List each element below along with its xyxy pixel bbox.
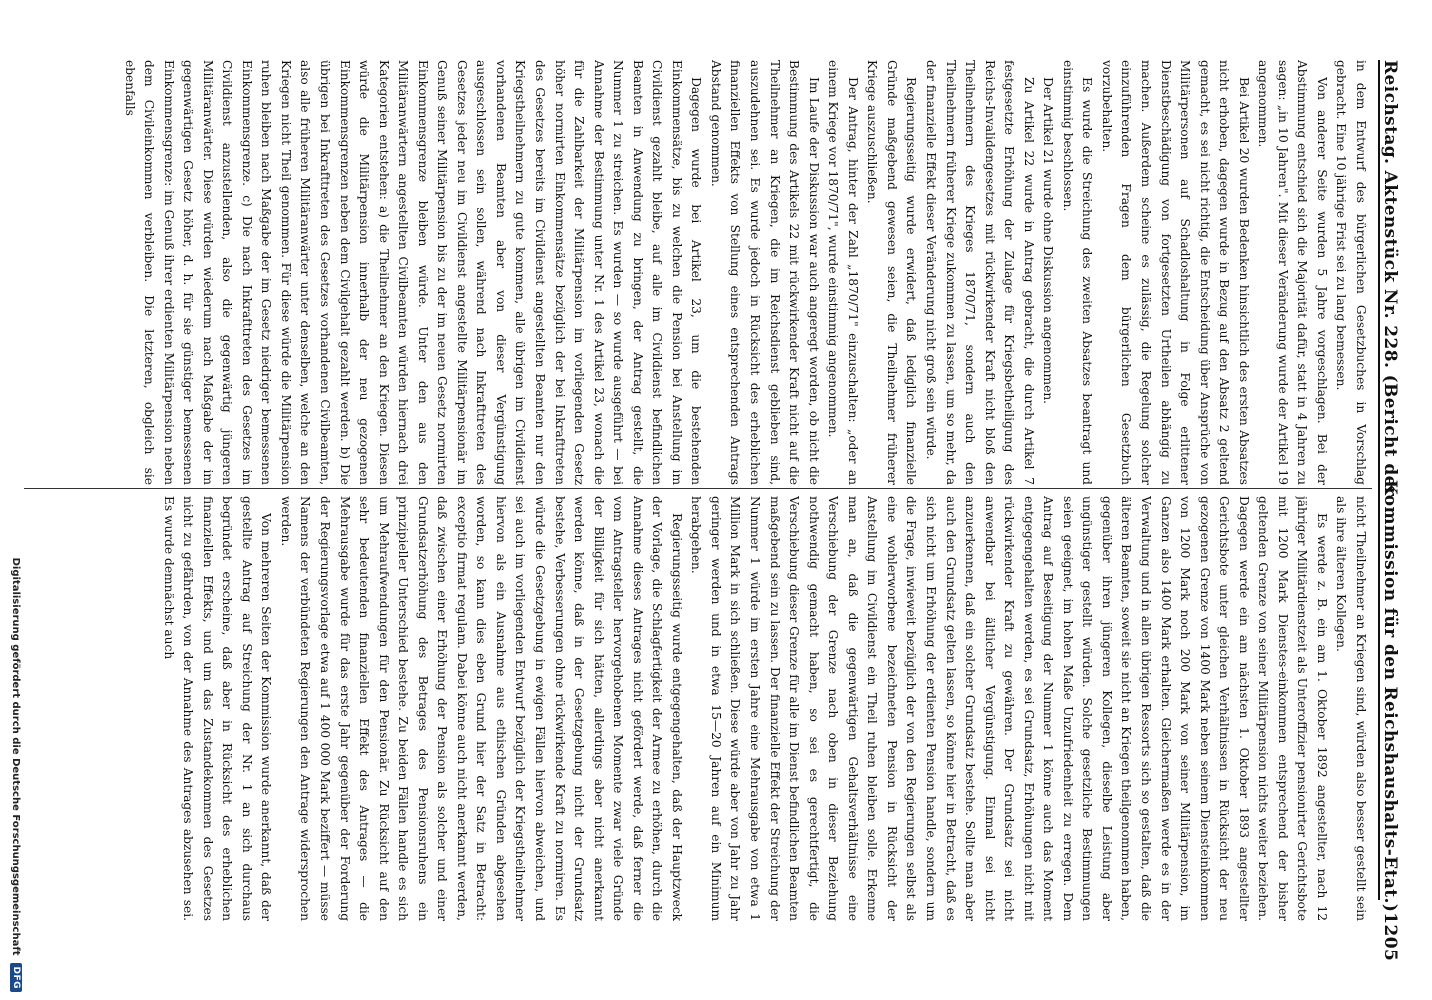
dfg-logo: DFG [10,963,22,992]
paragraph: Von anderer Seite wurden 5 Jahre vorgeschlagen. Bei der Abstimmung entschied sich die Majorität dafür, statt in 4 Jahren zu sagen: „in 10 Jahren". Mit dieser Veränderung wurde der Artikel 19 angenommen. [1256,60,1329,485]
digitization-note: Digitalisierung gefördert durch die Deutsche Forschungsgemeinschaft [10,557,22,956]
page-header [1378,60,1406,962]
paragraph: Regierungsseitig wurde entgegengehalten, daß der Hauptzweck der Vorlage, die Schlagfertigkeit der Armee zu erhöhen, durch die Annahme dieses Antrages nicht gefördert werde, daß ferner die vom Antragsteller hervorgehobenen Momente zwar viele Gründe der Billigkeit für sich hätten, allerdings aber nicht anerkannt werden könne, daß in der Gesetzgebung nicht der Grundsatz bestehe, Verbesserungen ohne rückwirkende Kraft zu normiren. Es würde die Gesetzgebung in ewigen Fällen hiervon abweichen, und sei auch im vorliegenden Entwurf bezüglich der Kriegstheilnehmer hiervon als ein Ausnahme aus ethischen Gründen abgesehen worden, so kann dies eben Grund hier der Satz in Betracht: exceptio firmat regulam. Dabei könne auch nicht anerkannt werden, daß zwischen einer Erhöhung der Pension als solcher und einer Grundsatzerhöhung des Betrages des Pensionsruhens ein prinzipieller Unterschied bestehe. Zu beiden Fällen handle es sich um Mehraufwendungen für den Pensionär. Zu Rücksicht auf den sehr bedeutenden finanziellen Effekt des Antrages — die Mehrausgabe wurde für das erste Jahr gegenüber der Forderung der Regierungsvorlage etwa auf 1 400 000 Mark beziffert — müsse Namens der verbündeten Regierungen den Antrage widersprochen werden. [278,496,684,921]
paragraph: Regierungsseitig wurde erwidert, daß lediglich finanzielle Gründe maßgebend gewesen seien, die Theilnehmer früherer Kriege auszuschließen. [865,60,919,485]
digitization-credit [0,0,32,1000]
paragraph: Zu Artikel 22 wurde in Antrag gebracht, die durch Artikel 7 festgesetzte Erhöhung der Zulage für Kriegsbetheiligung des Reichs-Invalidengesetzes mit rückwirkender Kraft nicht bloß den Theilnehmern des Krieges 1870/71, sondern auch den Theilnehmern früherer Kriege zukommen zu lassen, um so mehr, da der finanzielle Effekt dieser Veränderung nicht groß sein würde. [923,60,1036,485]
paragraph: Es werde z. B. ein am 1. Oktober 1892 angestellter, nach 12 jähriger Militärdienstzeit als Unteroffizier pensionirter Gerichtsbote mit 1200 Mark Dienstes-einkommen entsprechend der bisher geltenden Grenze von seiner Militärpension nichts weiter beziehen. Dagegen werde ein am nächsten 1. Oktober 1893 angestellter Gerichtsbote unter gleichen Verhältnissen in Rücksicht der neu gezogenen Grenze von 1400 Mark neben seinem Diensteinkommen von 1200 Mark noch 200 Mark von seiner Militärpension, im Ganzen also 1400 Mark erhalten. Gleichermaßen werde es in der Verwaltung und in allen übrigen Ressorts sich so gestalten, daß die älteren Beamten, soweit sie nicht an Kriegen theilgenommen haben, gegenüber ihren jüngeren Kollegen, dieselbe Leistung aber ungünstiger gestellt würden. Solche gesetzliche Bestimmungen seien geeignet, im hohen Maße Unzufriedenheit zu erregen. Dem Antrag auf Beseitigung der Nummer 1 könne auch das Moment entgegengehalten werden, es sei Grundsatz, Erhöhungen nicht mit rückwirkender Kraft zu gewähren. Der Grundsatz sei nicht anwendbar bei ältlicher Vergünstigung. Einmal sei nicht anzuerkennen, daß ein solcher Grundsatz bestehe. Sollte man aber auch den Grundsatz gelten lassen, so könne hier in Betracht, daß es sich nicht um Erhöhung der erdienten Pension handle, sondern um die Frage, inwieweit bezüglich der von den Regierungen selbst als eine wohlerworbene bezeichneten Pension in Rücksicht der Anstellung im Civildienst ein Theil ruhen bleiben solle. Erkenne man an, daß die gegenwärtigen Gehaltsverhältnisse eine Verschiebung der Grenze nach oben in dieser Beziehung nothwendig gemacht haben, so sei es gerechtfertigt, die Verschiebung dieser Grenze für alle im Dienst befindlichen Beamten maßgebend sein zu lassen. Der finanzielle Effekt der Streichung der Nummer 1 würde im ersten Jahre eine Mehrausgabe von etwa 1 Million Mark in sich schließen. Diese würde aber von Jahr zu Jahr geringer werden und in etwa 15—20 Jahren auf ein Minimum herabgehen. [689,496,1329,921]
header-right-title: Kommission für den Reichshaushalts-Etat.) [1380,480,1400,913]
paragraph: Der Artikel 21 wurde ohne Diskussion angenommen. [1041,77,1056,405]
paragraph: Von mehreren Seiten der Kommission wurde anerkannt, daß der gestellte Antrag auf Streichung der Nr. 1 an sich durchaus begründet erscheine, daß aber in Rücksicht des erheblichen finanziellen Effekts, und um das Zustandekommen des Gesetzes nicht zu gefährden, von der Annahme des Antrages abzusehen sei. Es wurde demnächst auch [161,496,274,921]
paragraph: Der Antrag, hinter der Zahl „1870/71" einzuschalten: „oder an einem Kriege vor 1870/71", wurde einstimmig angenommen. [826,60,860,485]
paragraph: nicht Theilnehmer an Kriegen sind, würden also besser gestellt sein als ihre älteren Kollegen. [1334,496,1368,921]
paragraph: Im Laufe der Diskussion war auch angeregt worden, ob nicht die Bestimmung des Artikels 22 mit rückwirkender Kraft nicht auf die Theilnehmer an Kriegen, die im Reichsdienst geblieben sind, auszudehnen sei. Es wurde jedoch in Rücksicht des erheblichen finanziellen Effekts von Stellung eines entsprechenden Antrags Abstand genommen. [708,60,821,485]
paragraph: Dagegen wurde bei Artikel 23, um die bestehenden Einkommensätze, bis zu welchen die Pension bei Anstellung im Civildienst gezahlt bleibe, auf alle im Civildienst befindlichen Beamten in Anwendung zu bringen, der Antrag gestellt, die Nummer 1 zu streichen. Es wurden — so wurde ausgeführt — bei Annahme der Bestimmung unter Nr. 1 des Artikel 23, wonach die für die Zahlbarkeit der Militärpension im vorliegenden Gesetz höher normirten Einkommensätze bezüglich der bei Inkrafttreten des Gesetzes bereits im Civildienst angestellten Beamten nur den Kriegstheilnehmern zu gute kommen, alle übrigen im Civildienst vorhandenen Beamten aber von dieser Vergünstigung ausgeschlossen sein sollen, während nach Inkrafttreten des Gesetzes jeder neu im Civildienst angestellte Militärpensionär im Genuß seiner Militärpension bis zu der im neuen Gesetz normirten Einkommensgrenze bleiben würde. Unter den aus den Militäranwärtern angestellten Civilbeamten würden hiernach drei Kategorien entstehen: a) die Theilnehmer an den Kriegen. Diesen würde die Militärpension innerhalb der neu gezogenen Einkommensgrenzen neben dem Civilgehalt gezahlt werden. b) Die übrigen bei Inkrafttreten des Gesetzes vorhandenen Civilbeamten, also alle früheren Militäranwärter unter denselben, welche an den Kriegen nicht Theil genommen. Für diese würde die Militärpension ruhen bleiben nach Maßgabe der im Gesetz niedriger bemessenen Einkommensgrenze. c) Die nach Inkrafttreten des Gesetzes im Civildienst anzustellenden, also die gegenwärtig jüngeren Militäranwärter. Diese würden wiederum nach Maßgabe der im gegenwärtigen Gesetz höher, d. h. für sie günstiger bemessenen Einkommensgrenze: im Genuß ihrer erdienten Militärpension neben dem Civileinkommen verbleiben. Die letzteren, obgleich sie ebenfalls [122,60,704,485]
paragraph: Es wurde die Streichung des zweiten Absatzes beantragt und einstimmig beschlossen. [1060,60,1095,485]
page-number: 1205 [1380,912,1400,962]
column-divider [24,488,1372,489]
paragraph: Bei Artikel 20 wurden Bedenken hinsichtlich des ersten Absatzes nicht erhoben, dagegen wurde in Bezug auf den Absatz 2 geltend gemacht, es sei nicht richtig, die Entscheidung über Ansprüche von Militärpersonen auf Schadloshaltung in Folge erlittener Dienstbeschädigung von fortgesetzten Urtheilen abhängig zu machen. Außerdem scheine es zulässig, die Regelung solcher einzuführenden Fragen dem bürgerlichen Gesetzbuch vorzubehalten. [1099,60,1251,485]
right-column [25,496,1370,921]
header-left-title: Reichstag. Aktenstück Nr. 228. (Bericht der [1380,60,1400,497]
left-column [25,60,1370,485]
paragraph: in dem Entwurf des bürgerlichen Gesetzbuches in Vorschlag gebracht. Eine 10 jährige Frist sei zu lang bemessen. [1334,60,1368,485]
